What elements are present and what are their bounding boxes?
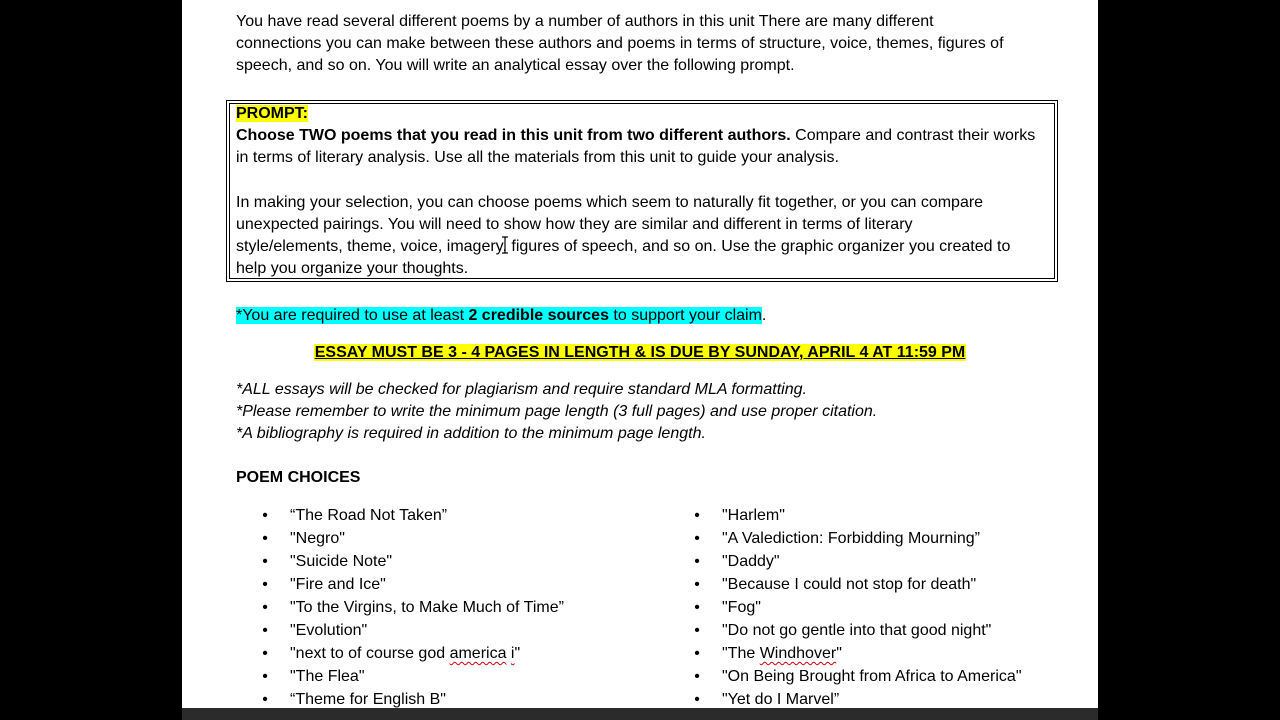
poem-title: "Fire and Ice"	[290, 576, 386, 593]
bullet-icon: •	[694, 530, 700, 547]
list-item	[694, 550, 1022, 573]
sources-end: .	[761, 307, 767, 324]
bullet-icon: •	[262, 553, 268, 570]
prompt-para-line: unexpected pairings. You will need to show how they are similar and different in terms of literary	[236, 216, 913, 233]
poem-list-right	[694, 504, 1022, 708]
document-page	[182, 0, 1098, 708]
bullet-icon: •	[262, 507, 268, 524]
list-item	[694, 596, 1022, 619]
bullet-icon: •	[694, 576, 700, 593]
poem-title: “Theme for English B"	[290, 691, 446, 708]
poem-title: "Because I could not stop for death"	[722, 576, 977, 593]
poem-title: "A Valediction: Forbidding Mourning”	[722, 530, 980, 547]
poem-title: "Daddy"	[722, 553, 780, 570]
bullet-icon: •	[262, 691, 268, 708]
poem-title: "On Being Brought from Africa to America"	[722, 668, 1022, 685]
poem-title: "Suicide Note"	[290, 553, 393, 570]
bullet-icon: •	[694, 645, 700, 662]
prompt-para-line: help you organize your thoughts.	[236, 260, 469, 277]
list-item	[262, 642, 564, 665]
list-item	[262, 688, 564, 708]
poem-choices-heading: POEM CHOICES	[236, 469, 361, 486]
bullet-icon: •	[262, 645, 268, 662]
prompt-line: in terms of literary analysis. Use all the materials from this unit to guide your analysis.	[236, 149, 839, 166]
bullet-icon: •	[262, 576, 268, 593]
prompt-label: PROMPT:	[236, 105, 308, 122]
intro-paragraph	[236, 11, 1004, 77]
poem-title: "Yet do I Marvel”	[722, 691, 840, 708]
poem-title: "Fog"	[722, 599, 761, 616]
list-item	[694, 665, 1022, 688]
bullet-icon: •	[262, 668, 268, 685]
list-item	[262, 619, 564, 642]
poem-title: "The Flea"	[290, 668, 365, 685]
poem-list-left	[262, 504, 564, 708]
bullet-icon: •	[262, 599, 268, 616]
list-item	[262, 550, 564, 573]
list-item	[262, 504, 564, 527]
poem-title: "To the Virgins, to Make Much of Time”	[290, 599, 564, 616]
poem-title: "Harlem"	[722, 507, 785, 524]
intro-line: speech, and so on. You will write an analytical essay over the following prompt.	[236, 57, 795, 74]
bullet-icon: •	[694, 668, 700, 685]
sources-bold: 2 credible sources	[468, 307, 609, 324]
poem-title: "Do not go gentle into that good night"	[722, 622, 992, 639]
note-line: *A bibliography is required in addition to the minimum page length.	[236, 425, 706, 442]
intro-line: connections you can make between these authors and poems in terms of structure, voice, themes, figures of	[236, 35, 1004, 52]
notes-block	[236, 379, 877, 445]
prompt-text	[236, 103, 1035, 280]
note-line: *ALL essays will be checked for plagiarism and require standard MLA formatting.	[236, 381, 807, 398]
note-line: *Please remember to write the minimum page length (3 full pages) and use proper citation.	[236, 403, 878, 420]
bullet-icon: •	[262, 622, 268, 639]
list-item	[694, 619, 1022, 642]
bullet-icon: •	[694, 622, 700, 639]
list-item	[694, 573, 1022, 596]
bottom-bar	[182, 708, 1098, 720]
sources-post: to support your claim	[608, 307, 762, 324]
bullet-icon: •	[262, 530, 268, 547]
bullet-icon: •	[694, 691, 700, 708]
prompt-instruction-rest: Compare and contrast their works	[790, 127, 1036, 144]
text-cursor-icon	[500, 236, 510, 254]
list-item	[262, 527, 564, 550]
list-item	[262, 573, 564, 596]
poem-title: "The Windhover"	[722, 645, 842, 662]
list-item	[694, 504, 1022, 527]
poem-title: "next to of course god america i"	[290, 645, 521, 662]
sources-requirement	[236, 305, 766, 327]
poem-title: “The Road Not Taken”	[290, 507, 448, 524]
intro-line: You have read several different poems by a number of authors in this unit There are many different	[236, 13, 934, 30]
poem-title: "Negro"	[290, 530, 345, 547]
bullet-icon: •	[694, 599, 700, 616]
list-item	[262, 665, 564, 688]
list-item	[694, 688, 1022, 708]
list-item	[694, 642, 1022, 665]
prompt-para-line: In making your selection, you can choose poems which seem to naturally fit together, or you can compare	[236, 194, 984, 211]
due-notice: ESSAY MUST BE 3 - 4 PAGES IN LENGTH & IS DUE BY SUNDAY, APRIL 4 AT 11:59 PM	[314, 344, 966, 361]
due-notice-line	[182, 342, 1098, 364]
list-item	[262, 596, 564, 619]
bullet-icon: •	[694, 553, 700, 570]
prompt-instruction-bold: Choose TWO poems that you read in this unit from two different authors.	[236, 127, 791, 144]
sources-pre: *You are required to use at least	[236, 307, 469, 324]
bullet-icon: •	[694, 507, 700, 524]
prompt-para-line: style/elements, theme, voice, imagery, figures of speech, and so on. Use the graphic organizer you created to	[236, 238, 1011, 255]
poem-title: "Evolution"	[290, 622, 368, 639]
list-item	[694, 527, 1022, 550]
